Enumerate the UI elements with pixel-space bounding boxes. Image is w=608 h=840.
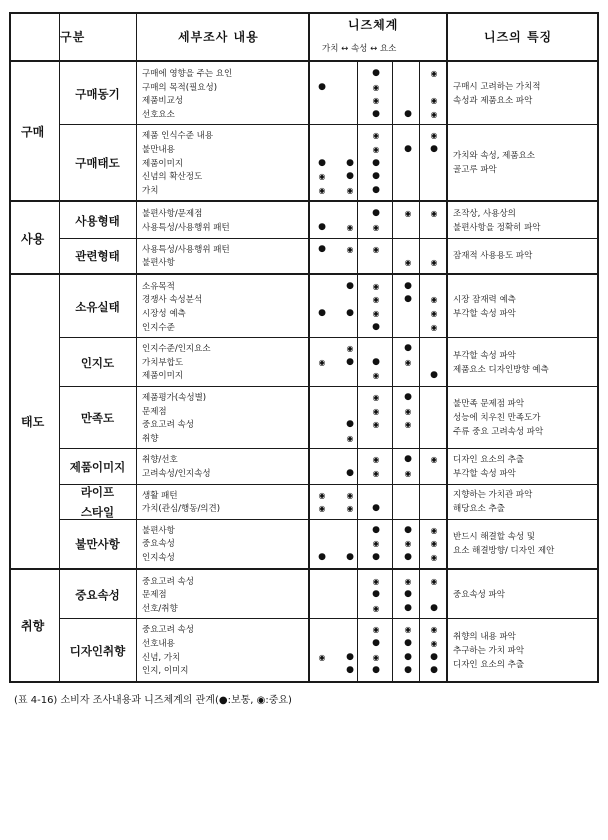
normal-mark: ●: [404, 651, 412, 662]
normal-mark: ●: [372, 524, 380, 535]
category-label: 취향: [21, 619, 45, 634]
normal-mark: ●: [430, 144, 438, 154]
normal-mark: ●: [372, 589, 380, 600]
normal-mark: ●: [372, 503, 380, 514]
detail-item: 제품이미지: [142, 158, 184, 169]
detail-column-rule: [136, 12, 137, 683]
detail-item: 중요속성: [142, 539, 175, 550]
feature-text: 중요속성 파악: [453, 590, 505, 600]
important-mark: ◉: [430, 131, 438, 141]
detail-item: 선호/취향: [142, 603, 178, 614]
subcategory-label: 만족도: [80, 411, 115, 426]
important-mark: ◉: [318, 504, 326, 514]
normal-mark: ●: [372, 638, 380, 648]
subcategory-label: 인지도: [80, 355, 115, 370]
normal-mark: ●: [372, 208, 380, 219]
important-mark: ◉: [372, 603, 380, 613]
normal-mark: ●: [404, 108, 412, 119]
category-label: 태도: [21, 415, 45, 430]
important-mark: ◉: [430, 576, 438, 586]
normal-mark: ●: [372, 108, 380, 119]
feature-text: 속성과 제품요소 파악: [453, 96, 533, 107]
normal-mark: ●: [318, 308, 326, 318]
normal-mark: ●: [404, 392, 412, 402]
feature-text: 반드시 해결할 속성 및: [453, 532, 536, 543]
header-rule: [59, 12, 60, 60]
important-mark: ◉: [372, 371, 380, 381]
detail-item: 인지, 이미지: [142, 666, 189, 677]
subcategory-label: 제품이미지: [69, 460, 126, 474]
detail-item: 가치(관심/행동/의견): [142, 504, 221, 515]
normal-mark: ●: [372, 184, 380, 195]
detail-item: 제품비교성: [142, 96, 184, 107]
important-mark: ◉: [430, 309, 438, 318]
needs-grid-rule: [357, 60, 358, 683]
normal-mark: ●: [346, 468, 354, 478]
normal-mark: ●: [346, 665, 354, 676]
important-mark: ◉: [372, 309, 380, 318]
important-mark: ◉: [404, 357, 412, 367]
important-mark: ◉: [430, 322, 438, 332]
detail-item: 가치: [142, 185, 159, 196]
feature-text: 부각할 속성 파악: [453, 350, 516, 361]
important-mark: ◉: [372, 145, 380, 154]
detail-item: 제품 인식수준 내용: [142, 131, 214, 142]
subcategory-rule: [59, 618, 598, 619]
group-rule: [9, 200, 598, 202]
normal-mark: ●: [404, 589, 412, 600]
normal-mark: ●: [430, 665, 438, 676]
important-mark: ◉: [318, 185, 326, 195]
normal-mark: ●: [346, 419, 354, 430]
normal-mark: ●: [404, 552, 412, 562]
important-mark: ◉: [372, 131, 380, 141]
normal-mark: ●: [404, 454, 412, 465]
detail-item: 생활 패턴: [142, 490, 178, 501]
detail-item: 중요고려 속성: [142, 420, 194, 431]
detail-item: 시장성 예측: [142, 309, 186, 319]
detail-item: 인지수준: [142, 322, 175, 333]
normal-mark: ●: [404, 524, 412, 535]
normal-mark: ●: [346, 651, 354, 662]
normal-mark: ●: [404, 280, 412, 291]
important-mark: ◉: [346, 344, 354, 354]
feature-text: 추구하는 가치 파악: [453, 645, 525, 656]
normal-mark: ●: [318, 243, 326, 254]
feature-text: 주류 중요 고려속성 파악: [453, 427, 544, 438]
feature-text: 가치와 속성, 제품요소: [453, 151, 536, 162]
important-mark: ◉: [430, 455, 438, 465]
needs-column-rule: [308, 12, 310, 683]
detail-item: 소유목적: [142, 281, 175, 292]
detail-item: 인지속성: [142, 553, 175, 563]
important-mark: ◉: [318, 490, 326, 500]
detail-item: 취향/선호: [142, 455, 178, 466]
feature-text: 골고루 파악: [453, 165, 497, 176]
important-mark: ◉: [404, 576, 412, 586]
detail-item: 중요고려 속성: [142, 576, 194, 587]
detail-item: 불편사항: [142, 525, 175, 536]
subcategory-rule: [59, 337, 598, 338]
detail-item: 선호요소: [142, 109, 175, 120]
normal-mark: ●: [346, 171, 354, 182]
normal-mark: ●: [318, 222, 326, 232]
subcategory-label: 중요속성: [75, 588, 120, 602]
important-mark: ◉: [346, 185, 354, 195]
group-rule: [9, 568, 598, 570]
feature-text: 제품요소 디자인방향 예측: [453, 364, 549, 375]
table-bottom-rule: [9, 681, 598, 683]
feature-text: 지향하는 가치관 파악: [453, 490, 533, 501]
normal-mark: ●: [404, 665, 412, 676]
important-mark: ◉: [404, 539, 412, 549]
detail-item: 인지수준/인지요소: [142, 344, 211, 355]
normal-mark: ●: [430, 370, 438, 381]
important-mark: ◉: [430, 525, 438, 535]
header-needs: 니즈체계: [348, 18, 399, 32]
important-mark: ◉: [404, 469, 412, 478]
important-mark: ◉: [372, 420, 380, 430]
detail-item: 불만내용: [142, 145, 175, 155]
important-mark: ◉: [372, 652, 380, 662]
category-label: 구매: [21, 125, 45, 140]
normal-mark: ●: [372, 552, 380, 562]
important-mark: ◉: [372, 539, 380, 549]
important-mark: ◉: [404, 209, 412, 219]
detail-item: 신념의 확산정도: [142, 172, 203, 183]
detail-item: 사용특성/사용행위 패턴: [142, 223, 230, 233]
detail-item: 구매의 목적(필요성): [142, 82, 218, 93]
detail-item: 구매에 영향을 주는 요인: [142, 69, 233, 79]
important-mark: ◉: [372, 393, 380, 402]
important-mark: ◉: [430, 295, 438, 305]
important-mark: ◉: [404, 258, 412, 268]
detail-item: 문제점: [142, 406, 167, 417]
normal-mark: ●: [372, 356, 380, 367]
subcategory-label: 소유실태: [75, 300, 120, 314]
detail-item: 중요고려 속성: [142, 625, 194, 636]
detail-item: 제품이미지: [142, 371, 184, 382]
important-mark: ◉: [372, 295, 380, 305]
important-mark: ◉: [346, 223, 354, 232]
feature-text: 시장 잠재력 예측: [453, 295, 516, 305]
normal-mark: ●: [318, 552, 326, 562]
subcategory-rule: [59, 519, 598, 520]
important-mark: ◉: [404, 406, 412, 416]
normal-mark: ●: [404, 638, 412, 648]
important-mark: ◉: [372, 281, 380, 291]
feature-text: 부각할 속성 파악: [453, 469, 516, 479]
group-rule: [9, 273, 598, 275]
category-column-rule: [59, 62, 60, 683]
table-caption: (표 4-16) 소비자 조사내용과 니즈체계의 관계(●:보통, ◉:중요): [14, 694, 292, 706]
normal-mark: ●: [346, 356, 354, 367]
important-mark: ◉: [372, 455, 380, 465]
normal-mark: ●: [404, 294, 412, 305]
important-mark: ◉: [404, 625, 412, 635]
normal-mark: ●: [372, 665, 380, 676]
important-mark: ◉: [430, 109, 438, 119]
feature-text: 불편사항을 정확히 파악: [453, 223, 541, 233]
important-mark: ◉: [372, 625, 380, 635]
subcategory-label: 관련형태: [75, 249, 120, 264]
important-mark: ◉: [430, 69, 438, 78]
feature-text: 불만족 문제점 파악: [453, 399, 525, 410]
important-mark: ◉: [372, 82, 380, 92]
subcategory-label: 라이프: [80, 485, 115, 500]
important-mark: ◉: [404, 420, 412, 430]
normal-mark: ●: [346, 157, 354, 168]
important-mark: ◉: [346, 504, 354, 514]
normal-mark: ●: [318, 157, 326, 168]
feature-text: 잠재적 사용용도 파악: [453, 251, 533, 262]
important-mark: ◉: [430, 639, 438, 648]
feature-text: 성능에 치우친 만족도가: [453, 413, 541, 424]
needs-grid-rule: [419, 60, 420, 683]
feature-column-rule: [446, 12, 448, 683]
feature-text: 취향의 내용 파악: [453, 631, 516, 642]
detail-item: 불편사항: [142, 258, 175, 269]
feature-text: 부각할 속성 파악: [453, 309, 516, 319]
important-mark: ◉: [372, 223, 380, 232]
detail-item: 고려속성/인지속성: [142, 469, 211, 479]
important-mark: ◉: [430, 539, 438, 549]
header-needs-sub: 가치 ↔ 속성 ↔ 요소: [322, 44, 397, 54]
detail-item: 가치부합도: [142, 357, 184, 368]
important-mark: ◉: [430, 209, 438, 219]
normal-mark: ●: [372, 68, 380, 78]
feature-text: 디자인 요소의 추출: [453, 455, 525, 465]
important-mark: ◉: [372, 244, 380, 254]
normal-mark: ●: [346, 308, 354, 318]
detail-item: 문제점: [142, 590, 167, 601]
subcategory-label: 스타일: [80, 505, 115, 520]
subcategory-rule: [59, 386, 598, 387]
left-border: [9, 12, 11, 683]
important-mark: ◉: [318, 652, 326, 662]
subcategory-label: 사용형태: [75, 214, 120, 228]
important-mark: ◉: [318, 172, 326, 182]
normal-mark: ●: [372, 321, 380, 332]
feature-text: 요소 해결방향/ 디자인 제안: [453, 546, 555, 557]
important-mark: ◉: [372, 96, 380, 106]
important-mark: ◉: [430, 625, 438, 635]
normal-mark: ●: [372, 157, 380, 168]
important-mark: ◉: [430, 553, 438, 562]
category-label: 사용: [21, 231, 45, 246]
right-border: [597, 12, 599, 683]
important-mark: ◉: [346, 490, 354, 500]
important-mark: ◉: [430, 96, 438, 106]
feature-text: 디자인 요소의 추출: [453, 659, 525, 670]
header-bottom-rule: [9, 60, 598, 62]
table-top-rule: [9, 12, 598, 14]
header-feature: 니즈의 특징: [484, 30, 553, 44]
important-mark: ◉: [372, 406, 380, 416]
subcategory-label: 구매태도: [75, 156, 120, 171]
detail-item: 불편사항/문제점: [142, 209, 203, 220]
important-mark: ◉: [372, 576, 380, 586]
subcategory-label: 불만사항: [75, 537, 120, 552]
normal-mark: ●: [346, 280, 354, 291]
normal-mark: ●: [372, 171, 380, 182]
subcategory-label: 구매동기: [75, 87, 120, 102]
subcategory-rule: [59, 238, 598, 239]
detail-item: 취향: [142, 433, 159, 444]
header-gubun: 구분: [60, 30, 86, 44]
important-mark: ◉: [346, 244, 354, 254]
subcategory-rule: [59, 124, 598, 125]
detail-item: 선호내용: [142, 639, 175, 649]
feature-text: 해당요소 추출: [453, 504, 505, 515]
detail-item: 신념, 가치: [142, 652, 181, 663]
needs-grid-rule: [392, 60, 393, 683]
subcategory-rule: [59, 448, 598, 449]
detail-item: 제품평가(속성별): [142, 393, 207, 403]
important-mark: ◉: [372, 469, 380, 478]
normal-mark: ●: [404, 343, 412, 354]
normal-mark: ●: [346, 552, 354, 562]
detail-item: 경쟁사 속성분석: [142, 295, 203, 306]
important-mark: ◉: [430, 258, 438, 268]
important-mark: ◉: [318, 357, 326, 367]
normal-mark: ●: [404, 144, 412, 154]
feature-text: 구매시 고려하는 가치적: [453, 82, 541, 93]
normal-mark: ●: [430, 651, 438, 662]
normal-mark: ●: [318, 81, 326, 92]
important-mark: ◉: [346, 433, 354, 443]
subcategory-rule: [59, 484, 598, 485]
subcategory-label: 디자인취향: [69, 643, 126, 658]
header-detail: 세부조사 내용: [178, 30, 259, 44]
detail-item: 사용특성/사용행위 패턴: [142, 244, 230, 255]
normal-mark: ●: [430, 602, 438, 613]
normal-mark: ●: [404, 602, 412, 613]
feature-text: 조작상, 사용상의: [453, 209, 516, 219]
